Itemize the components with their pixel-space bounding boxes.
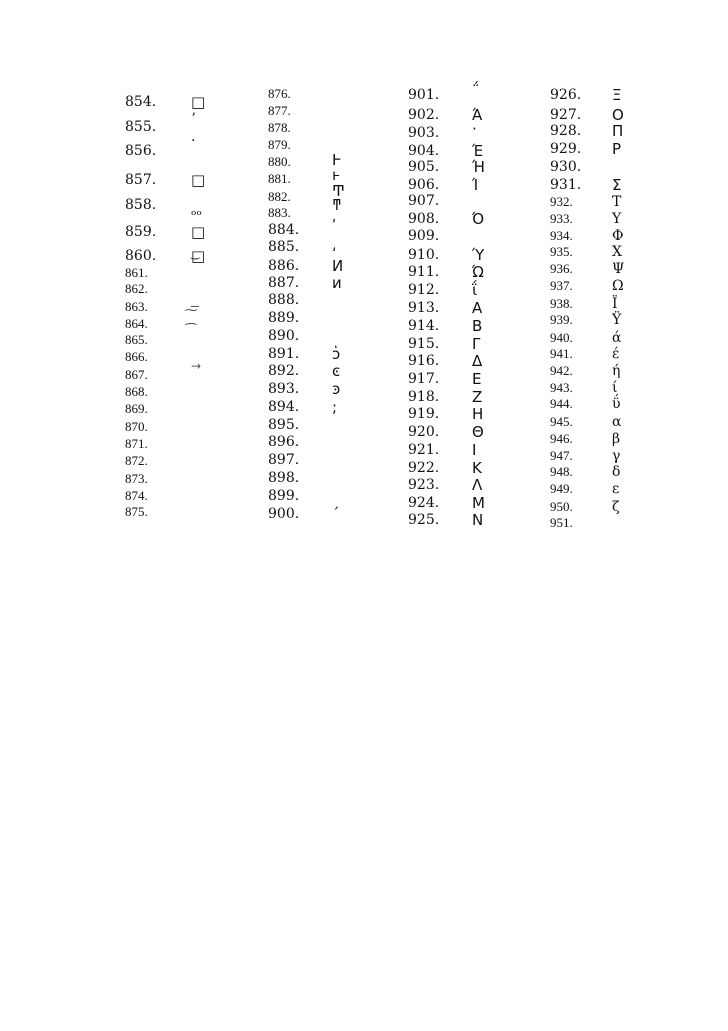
entry-number: 944. — [550, 396, 573, 411]
entry-number: 922. — [408, 460, 440, 476]
entry-glyph: ΰ — [612, 396, 621, 412]
entry-number: 896. — [268, 434, 300, 450]
entry-number: 916. — [408, 353, 440, 369]
entry-number: 910. — [408, 247, 440, 263]
entry-number: 904. — [408, 143, 440, 159]
entry-number: 935. — [550, 244, 573, 259]
entry-number: 864. — [125, 316, 148, 331]
entry-glyph: ί — [612, 380, 618, 396]
entry-number: 872. — [125, 453, 148, 468]
entry-glyph: Ͳ — [332, 182, 345, 200]
entry-glyph: Ώ — [472, 263, 485, 281]
entry-number: 898. — [268, 470, 300, 486]
entry-number: 942. — [550, 363, 573, 378]
entry-glyph: Ϊ — [612, 296, 618, 312]
entry-glyph: ΅ — [472, 82, 480, 100]
character-entry — [408, 513, 538, 533]
character-entry — [550, 88, 680, 108]
entry-glyph: Ν — [472, 511, 484, 529]
entry-number: 947. — [550, 448, 573, 463]
entry-number: 863. — [125, 299, 148, 314]
entry-glyph: Γ — [472, 335, 481, 353]
entry-number: 924. — [408, 495, 440, 511]
entry-glyph: α — [612, 414, 622, 430]
entry-glyph: Ή — [472, 158, 486, 176]
entry-glyph: Λ — [472, 476, 483, 494]
entry-glyph: ά — [612, 330, 622, 346]
entry-number: 886. — [268, 258, 300, 274]
entry-number: 945. — [550, 414, 573, 429]
entry-glyph: β — [612, 431, 621, 447]
entry-glyph: Ζ — [472, 388, 483, 406]
character-entry — [125, 505, 255, 525]
entry-number: 889. — [268, 310, 300, 326]
entry-number: 913. — [408, 300, 440, 316]
entry-glyph: □ — [191, 247, 206, 265]
entry-number: 879. — [268, 137, 291, 152]
entry-glyph: Δ — [472, 352, 483, 370]
character-entry — [125, 95, 255, 115]
entry-number: 870. — [125, 419, 148, 434]
character-entry — [408, 82, 538, 108]
entry-glyph: ₒₒ — [191, 203, 202, 219]
entry-number: 878. — [268, 120, 291, 135]
entry-number: 890. — [268, 328, 300, 344]
entry-number: 854. — [125, 94, 157, 110]
entry-glyph: ; — [332, 398, 338, 416]
entry-number: 887. — [268, 275, 300, 291]
entry-glyph: Η — [472, 405, 484, 423]
entry-number: 895. — [268, 417, 300, 433]
entry-number: 892. — [268, 363, 300, 379]
entry-glyph: δ — [612, 464, 621, 480]
entry-glyph: □ — [191, 223, 206, 241]
entry-number: 928. — [550, 123, 582, 139]
entry-number: 869. — [125, 401, 148, 416]
entry-number: 862. — [125, 281, 148, 296]
entry-number: 921. — [408, 442, 440, 458]
entry-number: 911. — [408, 264, 440, 280]
entry-number: 885. — [268, 239, 300, 255]
entry-number: 943. — [550, 380, 573, 395]
entry-glyph: Ψ — [612, 261, 625, 277]
entry-number: 920. — [408, 424, 440, 440]
entry-number: 939. — [550, 312, 573, 327]
entry-glyph: ͱ — [332, 166, 341, 184]
character-entry — [125, 225, 255, 245]
entry-number: 868. — [125, 384, 148, 399]
entry-number: 909. — [408, 228, 440, 244]
entry-number: 880. — [268, 154, 291, 169]
entry-number: 884. — [268, 222, 300, 238]
entry-glyph: ͼ — [332, 362, 341, 380]
entry-glyph: Ͱ — [332, 151, 342, 169]
entry-glyph: Έ — [472, 142, 484, 160]
entry-glyph: ͻ — [332, 345, 341, 363]
entry-glyph: Υ — [612, 211, 622, 227]
entry-glyph: Ω — [612, 278, 624, 294]
entry-number: 915. — [408, 336, 440, 352]
entry-number: 857. — [125, 172, 157, 188]
entry-glyph: ʼ — [191, 111, 196, 127]
entry-number: 903. — [408, 125, 440, 141]
entry-number: 893. — [268, 381, 300, 397]
entry-number: 929. — [550, 141, 582, 157]
entry-glyph: Ο — [612, 106, 624, 124]
entry-number: 855. — [125, 119, 157, 135]
character-entry — [125, 198, 255, 218]
entry-number: 858. — [125, 197, 157, 213]
character-entry — [268, 507, 398, 527]
entry-glyph: Α — [472, 299, 483, 317]
entry-glyph: έ — [612, 346, 620, 362]
entry-number: 926. — [550, 87, 582, 103]
entry-number: 927. — [550, 107, 582, 123]
entry-number: 907. — [408, 193, 440, 209]
entry-glyph: Ί — [472, 176, 479, 194]
entry-glyph: □ — [191, 93, 206, 111]
entry-glyph: Φ — [612, 228, 624, 244]
entry-number: 908. — [408, 211, 440, 227]
entry-number: 932. — [550, 194, 573, 209]
entry-glyph: Ϋ — [612, 312, 622, 328]
entry-glyph: ͺ — [332, 331, 340, 349]
entry-number: 875. — [125, 504, 148, 519]
entry-number: 897. — [268, 452, 300, 468]
entry-number: 934. — [550, 228, 573, 243]
entry-number: 894. — [268, 399, 300, 415]
entry-number: 941. — [550, 346, 573, 361]
entry-number: 881. — [268, 171, 291, 186]
entry-number: 866. — [125, 349, 148, 364]
entry-number: 951. — [550, 515, 573, 530]
entry-number: 874. — [125, 488, 148, 503]
entry-glyph: Ό — [472, 210, 485, 228]
entry-number: 948. — [550, 464, 573, 479]
entry-glyph: Θ — [472, 423, 484, 441]
entry-glyph: Ρ — [612, 140, 622, 158]
entry-number: 906. — [408, 177, 440, 193]
entry-number: 940. — [550, 330, 573, 345]
entry-number: 871. — [125, 436, 148, 451]
entry-number: 937. — [550, 278, 573, 293]
entry-glyph: Ά — [472, 106, 483, 124]
entry-number: 950. — [550, 499, 573, 514]
entry-glyph: γ — [612, 448, 621, 464]
entry-number: 914. — [408, 318, 440, 334]
entry-number: 867. — [125, 367, 148, 382]
entry-number: 946. — [550, 431, 573, 446]
entry-glyph: Ξ — [612, 86, 622, 104]
entry-glyph: ΐ — [472, 281, 478, 299]
entry-glyph: Π — [612, 122, 624, 140]
entry-number: 860. — [125, 248, 157, 264]
entry-glyph: ε — [612, 481, 620, 497]
entry-glyph: ͵ — [332, 234, 337, 252]
entry-number: 919. — [408, 406, 440, 422]
entry-number: 883. — [268, 205, 291, 220]
entry-glyph: Χ — [612, 244, 622, 260]
entry-number: 918. — [408, 389, 440, 405]
entry-glyph: Ε — [472, 370, 482, 388]
character-entry — [125, 173, 255, 193]
entry-number: 865. — [125, 332, 148, 347]
entry-glyph: ͳ — [332, 196, 342, 214]
entry-number: 912. — [408, 282, 440, 298]
entry-glyph: □ — [191, 171, 206, 189]
entry-number: 859. — [125, 224, 157, 240]
entry-number: 933. — [550, 211, 573, 226]
entry-glyph: ζ — [612, 499, 620, 515]
entry-number: 873. — [125, 471, 148, 486]
entry-number: 923. — [408, 477, 440, 493]
entry-glyph: · — [191, 133, 196, 149]
entry-glyph: Ι — [472, 441, 477, 459]
entry-glyph: · — [472, 120, 477, 138]
entry-number: 876. — [268, 86, 291, 101]
entry-number: 877. — [268, 103, 291, 118]
entry-glyph: Τ — [612, 194, 622, 210]
entry-glyph: Ύ — [472, 246, 485, 264]
entry-number: 901. — [408, 87, 440, 103]
entry-glyph: Κ — [472, 459, 482, 477]
entry-number: 856. — [125, 143, 157, 159]
character-entry — [125, 133, 255, 164]
entry-number: 949. — [550, 481, 573, 496]
entry-glyph: → — [191, 359, 202, 373]
entry-number: 861. — [125, 265, 148, 280]
entry-number: 891. — [268, 346, 300, 362]
entry-number: 900. — [268, 506, 300, 522]
entry-number: 888. — [268, 292, 300, 308]
entry-glyph: Μ — [472, 494, 485, 512]
entry-number: 938. — [550, 296, 573, 311]
entry-glyph: Β — [472, 317, 483, 335]
entry-number: 925. — [408, 512, 440, 528]
entry-number: 936. — [550, 261, 573, 276]
entry-glyph: ή — [612, 363, 621, 379]
entry-glyph: ͷ — [332, 274, 342, 292]
entry-number: 882. — [268, 189, 291, 204]
entry-number: 931. — [550, 177, 582, 193]
entry-glyph: Ͷ — [332, 257, 344, 275]
entry-glyph: Σ — [612, 176, 622, 194]
entry-number: 905. — [408, 159, 440, 175]
entry-glyph: ΄ — [332, 505, 340, 523]
character-entry — [125, 111, 255, 140]
entry-number: 902. — [408, 107, 440, 123]
entry-glyph: ͽ — [332, 380, 341, 398]
entry-glyph: ʹ — [332, 217, 337, 235]
character-entry — [550, 516, 680, 536]
entry-number: 917. — [408, 371, 440, 387]
entry-number: 899. — [268, 488, 300, 504]
entry-number: 930. — [550, 159, 582, 175]
